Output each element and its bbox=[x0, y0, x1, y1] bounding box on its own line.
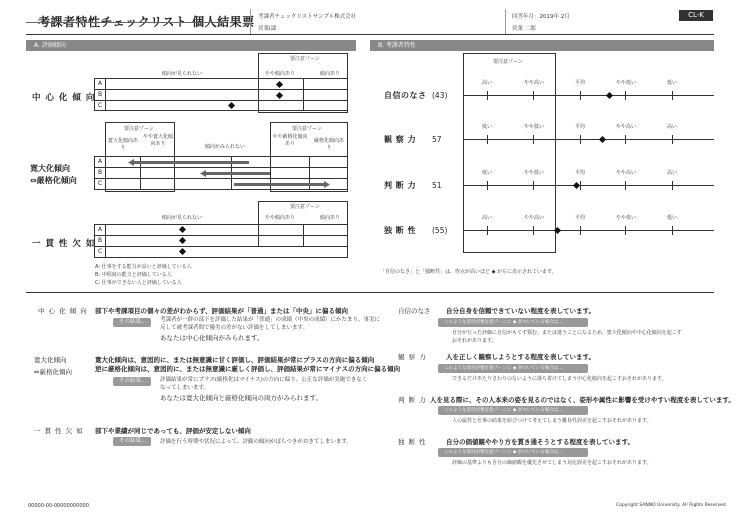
left2: やや寛大化傾向あり bbox=[142, 134, 173, 147]
severity-label: ⇔厳格化傾向 bbox=[30, 176, 77, 185]
desc-kanda-label2: ⇔厳格化傾向 bbox=[34, 368, 72, 376]
zone-label-right: 要注意ゾーン bbox=[292, 126, 322, 132]
b-level-label: 低い bbox=[481, 124, 492, 130]
desc-cons-body1: 評価を行う時期や状況によって、評価の傾向がばらつきがおきてしまいます。 bbox=[160, 439, 352, 445]
row-a: A bbox=[98, 80, 103, 87]
desc-r1-head: 自分自身を信頼できていない程度を表しています。 bbox=[446, 307, 595, 315]
center-col1: 傾向が見られない bbox=[162, 71, 203, 77]
zone-label-1: 要注意ゾーン bbox=[290, 56, 320, 62]
desc-r2-head: 人を正しく観察しようとする程度を表しています。 bbox=[446, 353, 595, 361]
row-c: C bbox=[98, 102, 103, 109]
mid: 傾向がみられない bbox=[205, 144, 246, 150]
b-item-tick bbox=[672, 135, 673, 144]
desc-r1-body1: 自分が行った評価に自信がもてず悩む、または迷うことになるため、寛大化傾向や中心化傾向を起こす bbox=[452, 330, 682, 336]
b-item-tick bbox=[580, 181, 581, 190]
row-b: B bbox=[98, 91, 103, 98]
desc-kanda-head2: 逆に厳格化傾向は、意図的に、または無意識に厳しく評価し、評価結果が常にマイナスの方向に偏る傾向 bbox=[95, 365, 401, 373]
b-item-marker bbox=[573, 182, 580, 189]
desc-r4-body1: 評価の基準よりも自分の価値観を優先させてしまう対比誤差を起こすおそれがあります。 bbox=[452, 460, 652, 466]
kanda-arrows bbox=[94, 156, 348, 190]
desc-cons-head: 部下や業績が同じであっても、評価が安定しない傾向 bbox=[95, 427, 251, 435]
zone-label-3: 要注意ゾーン bbox=[290, 204, 320, 210]
desc-r1-tag: このような項目が要注意ゾーンに ◆ がついている場合は... bbox=[438, 318, 588, 327]
desc-kanda-body1: 評価結果が常にプラス(厳格化はマイナス)の方向に偏り、公正な評価が実施できなく bbox=[160, 377, 368, 383]
desc-center-label: 中 心 化 傾 向 bbox=[38, 307, 88, 315]
section-b-bar: B. 考課者特性 bbox=[370, 40, 714, 51]
row-c-2: C bbox=[98, 180, 103, 187]
b-item-axis bbox=[463, 230, 714, 231]
desc-center-head: 部下や考課項目の個々の差がわからず、評価結果が「普通」または「中央」に偏る傾向 bbox=[95, 307, 348, 315]
right1: やや厳格化傾向あり bbox=[272, 134, 308, 147]
center-col2: やや傾向あり bbox=[265, 71, 296, 77]
desc-cons-label: 一 貫 性 欠 如 bbox=[34, 427, 84, 435]
row-c-3: C bbox=[98, 248, 103, 255]
b-item-tick bbox=[580, 91, 581, 100]
desc-r3-head: 人を見る際に、その人本来の姿を見るのではなく、姿形や属性に影響を受けやすい程度を表しています。 bbox=[430, 396, 735, 404]
b-item-tick bbox=[672, 181, 673, 190]
b-level-label: やや高い bbox=[524, 80, 545, 86]
desc-r3-label: 判 断 力 bbox=[398, 396, 427, 404]
b-level-label: やや高い bbox=[616, 170, 637, 176]
b-level-label: 平均 bbox=[574, 215, 585, 221]
desc-kanda-body2: なってしまいます。 bbox=[160, 385, 210, 391]
b-level-label: 高い bbox=[666, 124, 677, 130]
desc-r3-tag: このような項目が要注意ゾーンに ◆ がついている場合は... bbox=[438, 406, 588, 415]
b-level-label: やや低い bbox=[524, 170, 545, 176]
b-item-tick bbox=[533, 91, 534, 100]
footer-copyright: Copyright SANNO University. All Rights Reserved. bbox=[616, 503, 728, 508]
b-item-label: 判 断 力 bbox=[384, 181, 417, 190]
b-item-axis bbox=[463, 185, 714, 186]
row-a-2: A bbox=[98, 158, 103, 165]
marker-cons-c bbox=[179, 248, 186, 255]
b-item-tick bbox=[580, 135, 581, 144]
row-b-3: B bbox=[98, 237, 103, 244]
desc-r3-body1: 人の属性と仕事の結果を結びつけて考えてしまう難易性誤差を起こすおそれがあります。 bbox=[452, 418, 652, 424]
b-item-tick bbox=[533, 181, 534, 190]
b-item-tick bbox=[580, 226, 581, 235]
b-item-marker bbox=[606, 92, 613, 99]
center-grid bbox=[94, 78, 348, 111]
row-b-2: B bbox=[98, 169, 103, 176]
b-item-tick bbox=[533, 135, 534, 144]
section-a-bar: A. 評価傾向 bbox=[26, 40, 356, 51]
b-item-tick bbox=[487, 135, 488, 144]
b-item-tick bbox=[625, 91, 626, 100]
desc-center-tag: その結果... bbox=[113, 318, 151, 327]
leniency-label: 寛大化傾向 bbox=[30, 164, 70, 173]
b-item-axis bbox=[463, 95, 714, 96]
answer-date: 回答年月：2019年 2月 bbox=[512, 14, 570, 20]
b-level-label: やや高い bbox=[616, 124, 637, 130]
b-item-score: 51 bbox=[432, 181, 442, 190]
desc-kanda-head1: 寛大化傾向は、意図的に、または無意識に甘く評価し、評価結果が常にプラスの方向に偏る傾向 bbox=[95, 356, 375, 364]
section-b-note: 「自信のなさ」と「独断性」は、得点が高いほど ◆ が左に表示されています。 bbox=[380, 269, 557, 275]
b-item-tick bbox=[625, 181, 626, 190]
b-level-label: 低い bbox=[481, 170, 492, 176]
b-level-label: 低い bbox=[666, 215, 677, 221]
consistency-col2: やや傾向あり bbox=[265, 215, 296, 221]
note-a: A: 仕事をする能力が高いと評価している人 bbox=[95, 264, 192, 270]
b-item-tick bbox=[487, 181, 488, 190]
b-item-tick bbox=[533, 226, 534, 235]
consistency-col3: 傾向あり bbox=[320, 215, 341, 221]
b-item-marker bbox=[599, 136, 606, 143]
b-item-label: 観 察 力 bbox=[384, 135, 417, 144]
footer-id: 00000-00-00000000000 bbox=[28, 503, 89, 509]
desc-r4-head: 自分の価値観ややり方を貫き通そうとする程度を表しています。 bbox=[446, 438, 634, 446]
desc-center-summary: あなたは中心化傾向がみられます。 bbox=[160, 334, 264, 342]
department: 営業Ⅰ課 bbox=[258, 26, 277, 32]
b-level-label: やや低い bbox=[524, 124, 545, 130]
b-level-label: 平均 bbox=[574, 80, 585, 86]
desc-r2-body1: できるだけあたりさわりのないように落ち着けてしまう中心化傾向を起こすおそれがあります。 bbox=[452, 376, 667, 382]
company-name: 考課者チェックリストサンプル株式会社 bbox=[258, 14, 357, 20]
zone-label-b: 要注意ゾーン bbox=[493, 59, 523, 65]
right2: 厳格化傾向あり bbox=[313, 138, 344, 151]
page-title: 考課者特性チェックリスト 個人結果票 bbox=[38, 15, 255, 29]
note-b: B: 中程度の能力と評価している人 bbox=[95, 272, 172, 278]
arrow-b-left bbox=[200, 170, 270, 177]
b-item-tick bbox=[672, 226, 673, 235]
consistency-label: 一 貫 性 欠 如 bbox=[32, 239, 96, 249]
b-item-tick bbox=[625, 226, 626, 235]
desc-kanda-tag: その結果... bbox=[113, 377, 151, 386]
b-item-score: (43) bbox=[432, 91, 448, 100]
desc-r1-body2: おそれがあります。 bbox=[452, 338, 497, 344]
b-level-label: やや高い bbox=[524, 215, 545, 221]
note-c: C: 仕事ができない人と評価している人 bbox=[95, 280, 182, 286]
arrow-c-right bbox=[234, 181, 330, 188]
consistency-col1: 傾向が見られない bbox=[162, 215, 203, 221]
desc-kanda-summary: あなたは寛大化傾向と厳格化傾向の両方がみられます。 bbox=[160, 394, 322, 402]
b-level-label: 高い bbox=[666, 170, 677, 176]
b-item-label: 自信のなさ bbox=[384, 91, 427, 100]
b-level-label: 平均 bbox=[574, 170, 585, 176]
b-level-label: やや低い bbox=[616, 215, 637, 221]
b-item-label: 独 断 性 bbox=[384, 226, 417, 235]
desc-r4-label: 独 断 性 bbox=[398, 438, 427, 446]
b-item-axis bbox=[463, 139, 714, 140]
b-item-tick bbox=[487, 226, 488, 235]
zone-label-left: 要注意ゾーン bbox=[124, 126, 154, 132]
b-level-label: やや低い bbox=[616, 80, 637, 86]
b-item-tick bbox=[625, 135, 626, 144]
b-item-score: 57 bbox=[432, 135, 442, 144]
row-a-3: A bbox=[98, 226, 103, 233]
b-item-score: (55) bbox=[432, 226, 448, 235]
desc-r2-tag: このような項目が要注意ゾーンに ◆ がついている場合は... bbox=[438, 364, 588, 373]
b-level-label: 平均 bbox=[574, 124, 585, 130]
desc-r1-label: 自信のなさ bbox=[398, 307, 431, 315]
b-level-label: 高い bbox=[481, 215, 492, 221]
arrow-a-left bbox=[128, 159, 249, 166]
desc-kanda-label1: 寛大化傾向 bbox=[34, 356, 67, 364]
b-item-tick bbox=[487, 91, 488, 100]
b-item-tick bbox=[672, 91, 673, 100]
person-name: 営業 二郎 bbox=[512, 26, 536, 32]
left1: 寛大化傾向あり bbox=[108, 138, 139, 151]
desc-center-body2: 反して被考課者間で優劣の差がない評価をしてしまいます。 bbox=[160, 325, 309, 331]
b-level-label: 高い bbox=[481, 80, 492, 86]
desc-center-body1: 考課者が一群の部下を評価した結果が「普通」の成績（中央の成績）にかたまり、事実に bbox=[160, 317, 381, 323]
center-col3: 傾向あり bbox=[320, 71, 341, 77]
desc-r2-label: 観 察 力 bbox=[398, 353, 427, 361]
code-badge: CL-K bbox=[679, 10, 713, 21]
b-level-label: 低い bbox=[666, 80, 677, 86]
center-tendency-label: 中 心 化 傾 向 bbox=[32, 93, 96, 103]
desc-r4-tag: このような項目が要注意ゾーンに ◆ がついている場合は... bbox=[438, 448, 588, 457]
desc-cons-tag: その結果... bbox=[113, 437, 151, 446]
